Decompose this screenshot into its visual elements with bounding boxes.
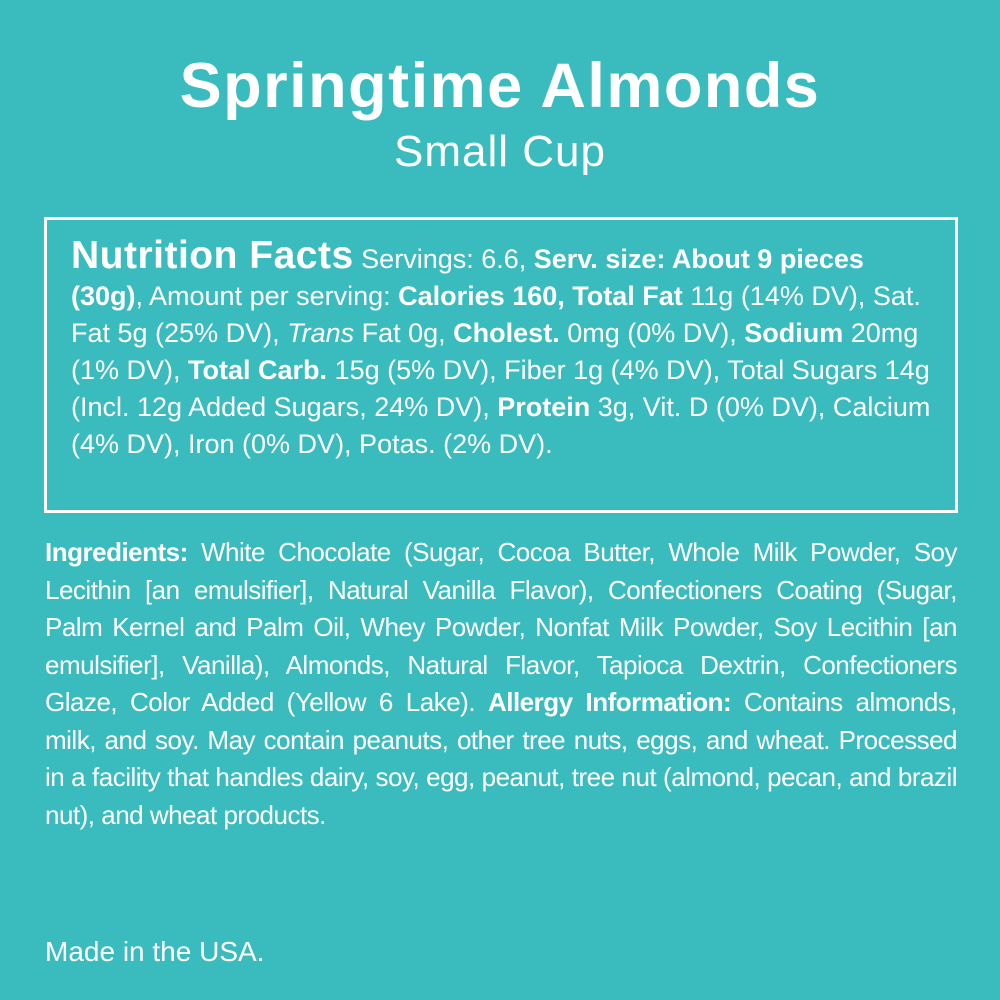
ingredients-paragraph <box>45 534 957 834</box>
nutrition-segment-protein: Protein <box>497 392 591 422</box>
nutrition-segment-serving-size: Serv. size: About 9 pieces (30g) <box>71 244 864 311</box>
nutrition-segment: 20mg (1% DV), <box>71 318 919 385</box>
nutrition-facts-paragraph <box>71 234 931 463</box>
ingredients-label: Ingredients: <box>45 537 188 567</box>
nutrition-facts-box <box>44 217 958 513</box>
nutrition-segment-sodium: Sodium <box>744 318 844 348</box>
nutrition-segment-calories: Calories 160, Total Fat <box>398 281 683 311</box>
nutrition-segment: 11g (14% DV), Sat. Fat 5g (25% DV), <box>71 281 921 348</box>
label-header <box>0 50 1000 178</box>
nutrition-segment-total-carb: Total Carb. <box>188 355 328 385</box>
nutrition-segment: 3g, Vit. D (0% DV), Calcium (4% DV), Iron (0% DV), Potas. (2% DV). <box>71 392 931 459</box>
nutrition-segment: , Amount per serving: <box>135 281 399 311</box>
nutrition-segment-cholesterol: Cholest. <box>453 318 560 348</box>
nutrition-segment: 0mg (0% DV), <box>559 318 745 348</box>
nutrition-segment: Fat 0g, <box>354 318 454 348</box>
made-in-usa-text: Made in the USA. <box>45 936 265 967</box>
allergy-information-label: Allergy Information: <box>487 687 732 717</box>
product-title: Springtime Almonds <box>179 51 821 121</box>
ingredients-text: White Chocolate (Sugar, Cocoa Butter, Whole Milk Powder, Soy Lecithin [an emulsifier], Natural Vanilla Flavor), Confectioners Coating (Sugar, Palm Kernel and Palm Oil, Whey Powder, Nonfat Milk Powder, Soy Lecithin [an emulsifier], Vanilla), Almonds, Natural Flavor, Tapioca Dextrin, Confectioners Glaze, Color Added (Yellow 6 Lake). <box>45 537 957 717</box>
product-size: Small Cup <box>394 127 606 176</box>
nutrition-segment-trans: Trans <box>287 318 355 348</box>
nutrition-segment: 15g (5% DV), Fiber 1g (4% DV), Total Sugars 14g (Incl. 12g Added Sugars, 24% DV), <box>71 355 930 422</box>
nutrition-segment: Servings: 6.6, <box>353 244 534 274</box>
nutrition-facts-heading: Nutrition Facts <box>71 234 354 277</box>
allergy-information-text: Contains almonds, milk, and soy. May contain peanuts, other tree nuts, eggs, and wheat. Processed in a facility that handles dairy, soy, egg, peanut, tree nut (almond, pecan, and brazil nut), and wheat products. <box>45 687 958 830</box>
